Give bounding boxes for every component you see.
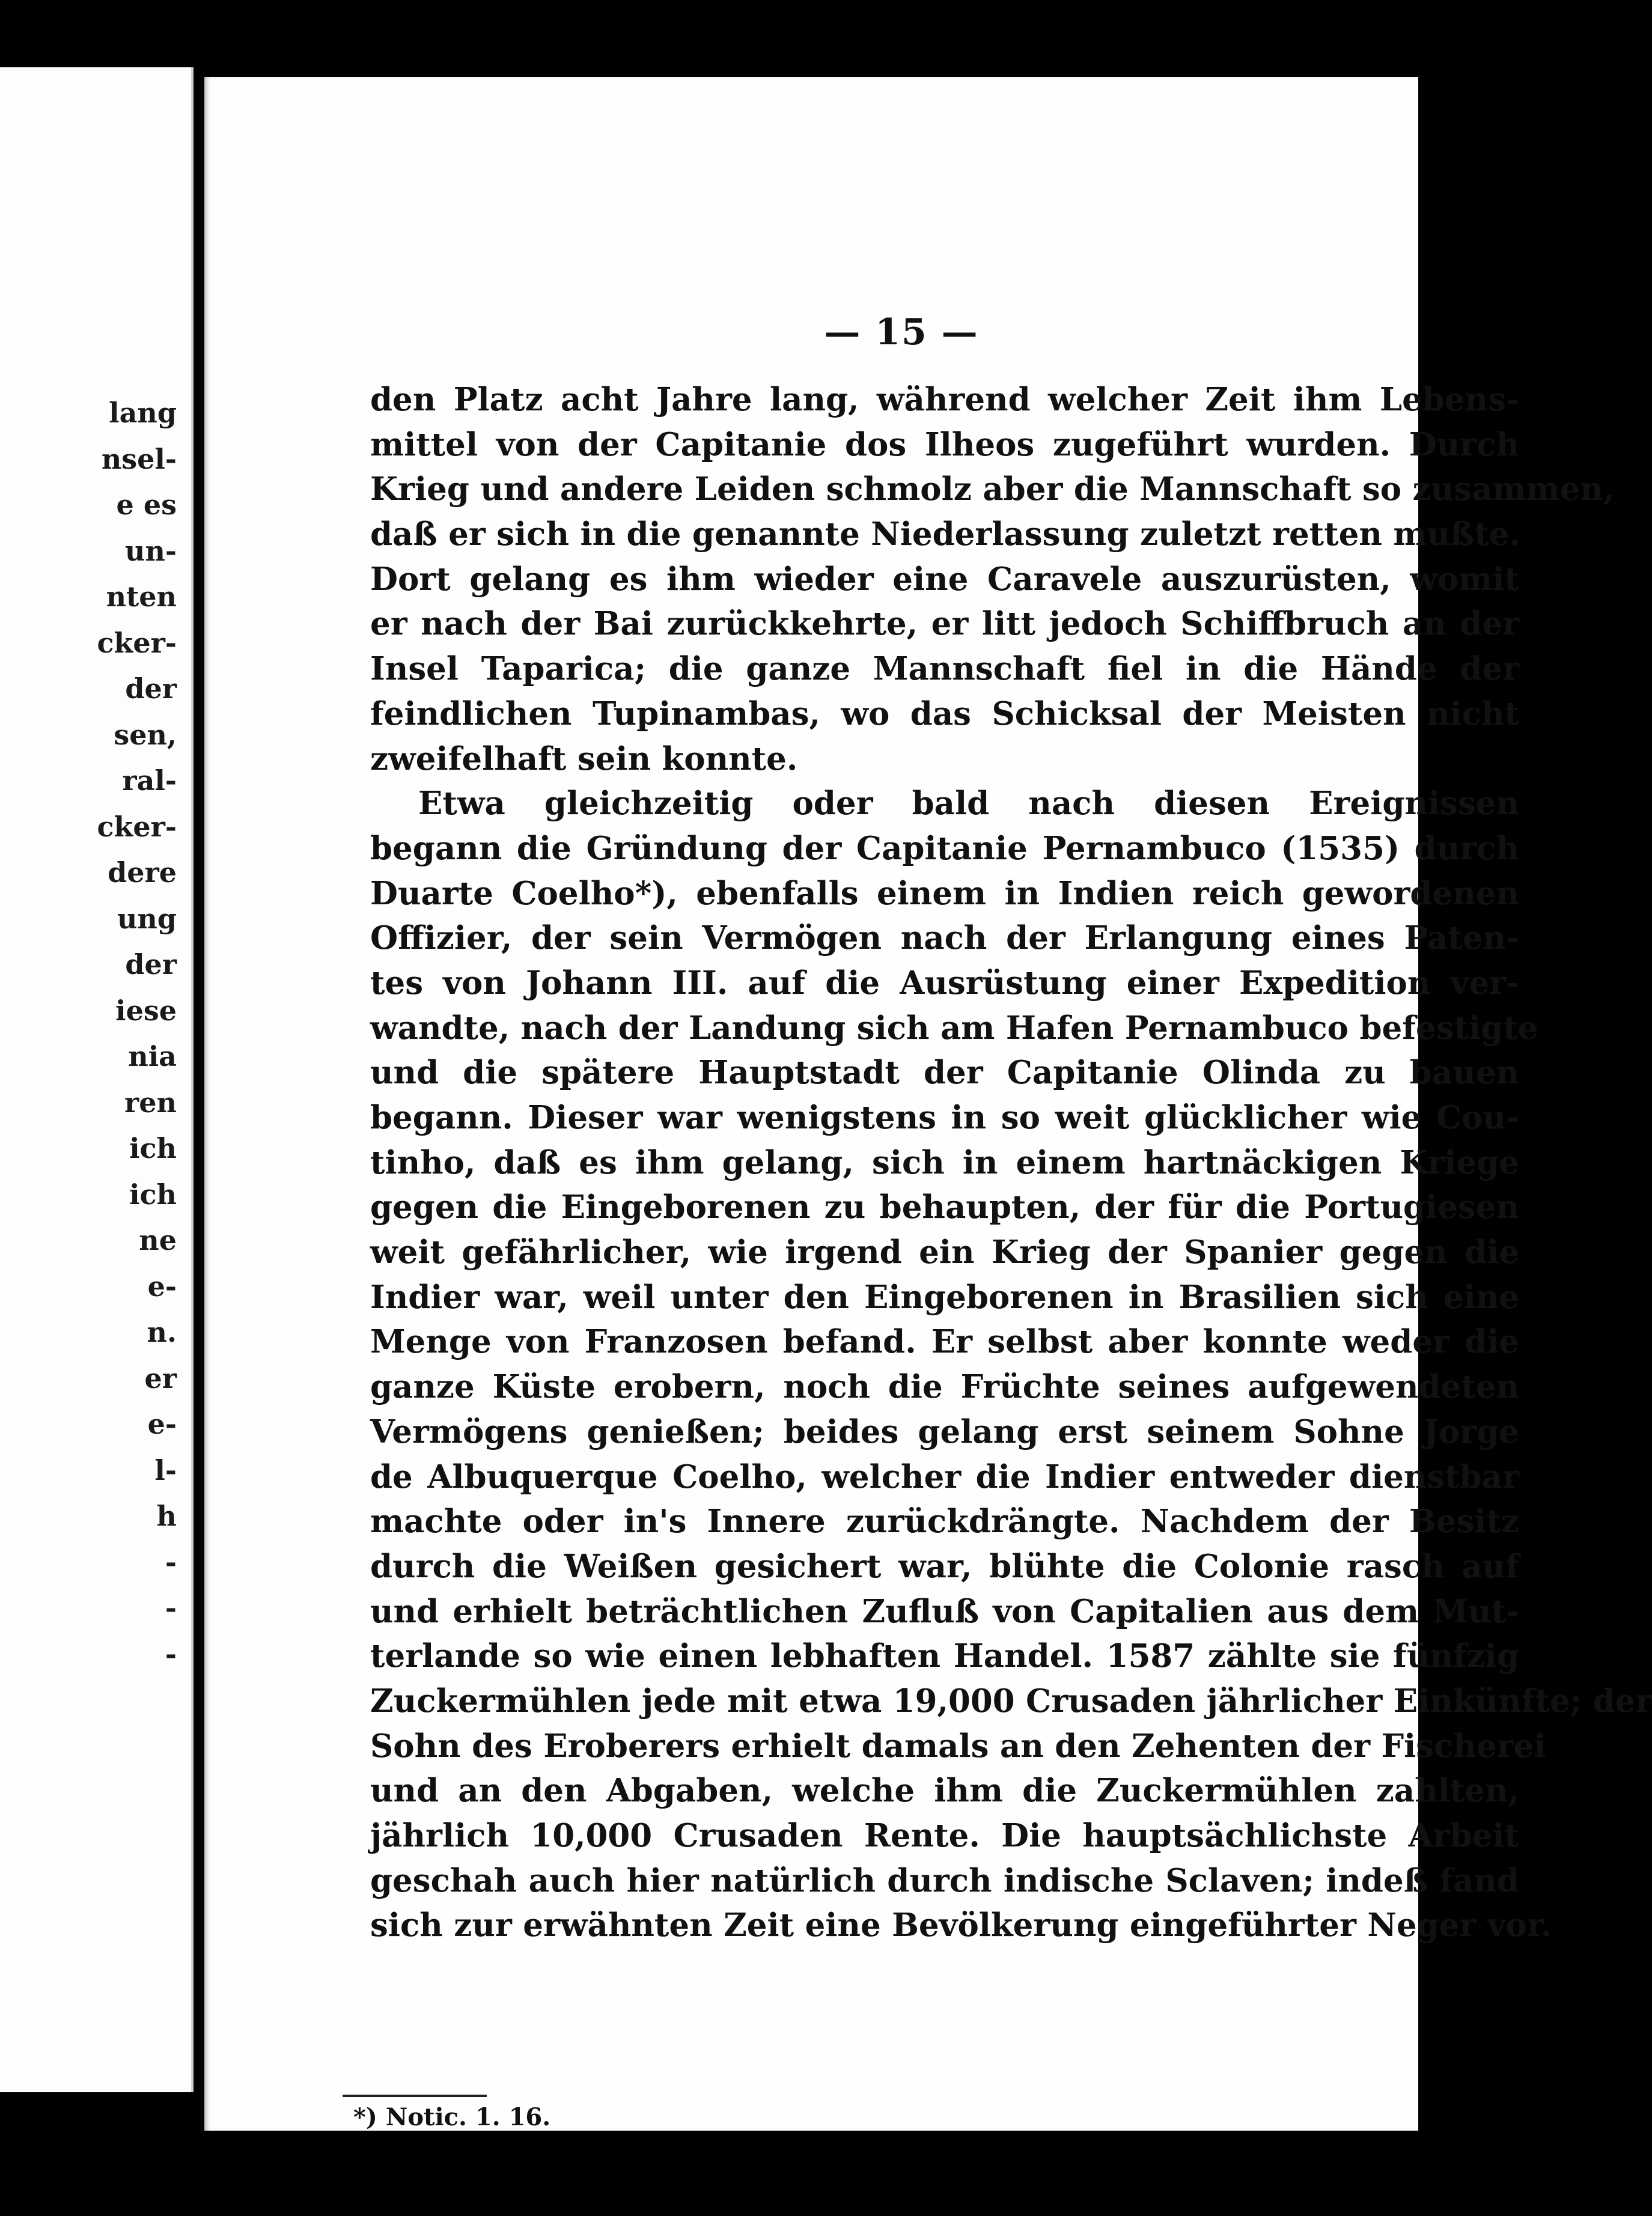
- text-line: Sohn des Eroberers erhielt damals an den Zehenten der Fischerei: [370, 1727, 1546, 1765]
- text-line: und die spätere Hauptstadt der Capitanie Olinda zu bauen: [370, 1054, 1519, 1092]
- text-line: gegen die Eingeborenen zu behaupten, der für die Portugiesen: [370, 1189, 1519, 1226]
- text-line: daß er sich in die genannte Niederlassung zuletzt retten mußte.: [370, 516, 1520, 553]
- left-facing-page: [0, 67, 194, 2092]
- text-line: jährlich 10,000 Crusaden Rente. Die hauptsächlichste Arbeit: [370, 1817, 1519, 1854]
- text-line: den Platz acht Jahre lang, während welcher Zeit ihm Lebens-: [370, 381, 1519, 418]
- text-line: de Albuquerque Coelho, welcher die Indier entweder dienstbar: [370, 1458, 1519, 1496]
- text-line: wandte, nach der Landung sich am Hafen Pernambuco befestigte: [370, 1009, 1538, 1047]
- text-line: Menge von Franzosen befand. Er selbst aber konnte weder die: [370, 1323, 1519, 1361]
- left-page-fragment: l-: [154, 1453, 177, 1487]
- right-book-page: [204, 77, 1652, 2131]
- footnote-divider: [343, 2095, 487, 2097]
- left-page-fragment: nia: [128, 1040, 177, 1073]
- text-line: terlande so wie einen lebhaften Handel. 1587 zählte sie fünfzig: [370, 1637, 1519, 1675]
- left-page-fragment: -: [165, 1592, 177, 1624]
- left-page-fragment: iese: [115, 994, 177, 1027]
- text-line: feindlichen Tupinambas, wo das Schicksal der Meisten nicht: [370, 695, 1519, 732]
- left-page-fragment: ren: [124, 1086, 177, 1119]
- left-page-fragment: -: [165, 1545, 177, 1578]
- left-page-fragment: e-: [147, 1408, 177, 1440]
- text-line: Krieg und andere Leiden schmolz aber die Mannschaft so zusammen,: [370, 470, 1615, 508]
- text-line: machte oder in's Innere zurückdrängte. Nachdem der Besitz: [370, 1503, 1519, 1541]
- left-page-fragment: ung: [117, 902, 177, 935]
- left-page-fragment: un-: [125, 534, 177, 567]
- text-line: durch die Weißen gesichert war, blühte die Colonie rasch auf: [370, 1547, 1519, 1585]
- left-page-fragment: sen,: [114, 718, 177, 751]
- text-line: Insel Taparica; die ganze Mannschaft fiel in die Hände der: [370, 650, 1519, 688]
- body-text: [370, 377, 1652, 1948]
- text-line: tinho, daß es ihm gelang, sich in einem hartnäckigen Kriege: [370, 1143, 1519, 1181]
- left-page-fragment: der: [125, 948, 177, 981]
- text-line: zweifelhaft sein konnte.: [370, 740, 798, 778]
- left-page-fragment: er: [144, 1362, 177, 1395]
- left-page-fragment: cker-: [97, 810, 177, 843]
- text-line: weit gefährlicher, wie irgend ein Krieg der Spanier gegen die: [370, 1234, 1519, 1271]
- text-line: Offizier, der sein Vermögen nach der Erlangung eines Paten-: [370, 919, 1519, 957]
- text-line: ganze Küste erobern, noch die Früchte seines aufgewendeten: [370, 1368, 1519, 1406]
- left-page-fragment: n.: [147, 1316, 177, 1348]
- text-line: Vermögens genießen; beides gelang erst seinem Sohne Jorge: [370, 1413, 1519, 1450]
- left-page-fragment: e es: [116, 489, 177, 521]
- left-page-fragment: ich: [129, 1178, 177, 1211]
- left-page-fragment: lang: [109, 397, 177, 429]
- text-line: sich zur erwähnten Zeit eine Bevölkerung eingeführter Neger vor.: [370, 1907, 1552, 1944]
- left-page-fragment: cker-: [97, 626, 177, 659]
- text-line: geschah auch hier natürlich durch indische Sclaven; indeß fand: [370, 1861, 1519, 1899]
- text-line: tes von Johann III. auf die Ausrüstung einer Expedition ver-: [370, 964, 1519, 1002]
- text-line: Dort gelang es ihm wieder eine Caravele auszurüsten, womit: [370, 560, 1519, 598]
- text-line: und an den Abgaben, welche ihm die Zuckermühlen zahlten,: [370, 1772, 1519, 1810]
- page-number: — 15 —: [824, 311, 979, 353]
- text-line: Duarte Coelho*), ebenfalls einem in Indien reich gewordenen: [370, 874, 1519, 912]
- text-line: begann. Dieser war wenigstens in so weit glücklicher wie Cou-: [370, 1099, 1519, 1136]
- left-page-fragment: h: [156, 1500, 177, 1532]
- left-page-fragment: ral-: [122, 764, 177, 797]
- text-line: Etwa gleichzeitig oder bald nach diesen Ereignissen: [418, 785, 1519, 823]
- text-line: Indier war, weil unter den Eingeborenen in Brasilien sich eine: [370, 1278, 1519, 1316]
- text-line: mittel von der Capitanie dos Ilheos zugeführt wurden. Durch: [370, 425, 1519, 463]
- text-line: begann die Gründung der Capitanie Pernambuco (1535) durch: [370, 829, 1519, 867]
- left-page-fragment: nsel-: [101, 442, 177, 475]
- left-page-fragment: ne: [139, 1224, 177, 1256]
- text-line: Zuckermühlen jede mit etwa 19,000 Crusaden jährlicher Einkünfte; der: [370, 1682, 1652, 1720]
- left-page-fragment: -: [165, 1637, 177, 1670]
- footnote: *) Notic. 1. 16.: [353, 2103, 551, 2131]
- left-page-fragment: ich: [129, 1132, 177, 1164]
- left-page-fragment: dere: [108, 856, 177, 889]
- left-page-fragment: nten: [106, 580, 177, 613]
- text-line: er nach der Bai zurückkehrte, er litt jedoch Schiffbruch an der: [370, 605, 1519, 643]
- text-line: und erhielt beträchtlichen Zufluß von Capitalien aus dem Mut-: [370, 1592, 1519, 1630]
- left-page-fragment: e-: [147, 1270, 177, 1303]
- left-page-fragment: der: [125, 672, 177, 705]
